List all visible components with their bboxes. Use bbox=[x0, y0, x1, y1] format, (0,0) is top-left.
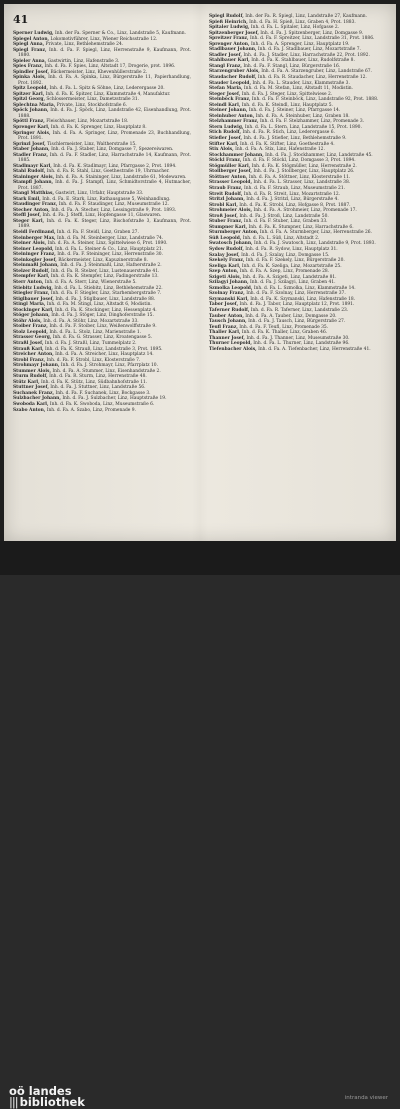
entry-text: Inh. d. Fa. J. Staber, Linz, Domgasse 7, Spezereiwaren. bbox=[51, 147, 174, 153]
entry-text: Inh. d. Fa. A. Streicher, Linz, Hauptplatz 14. bbox=[55, 352, 154, 358]
entry-text: Inh. d. Fa. J. Strohmayr, Linz, Pfarrplatz 10. bbox=[60, 363, 158, 369]
entry-text: Inh. d. Fa. J. Szilagyi, Linz, Graben 41. bbox=[250, 280, 336, 286]
entry-text: Inh. d. Fa. A. Springer, Linz, Promenade 23, Buchhandlung, Prot. 1891. bbox=[18, 130, 191, 142]
entry-name: Springer Alois, bbox=[13, 130, 51, 136]
entry-text: Inh. d. Fa. J. Szalay, Linz, Domgasse 15. bbox=[241, 252, 330, 258]
entry-name: Spieler Anna, bbox=[13, 58, 47, 64]
entry-name: Suchanek Franz, bbox=[13, 390, 55, 396]
entry-text: Inh. d. Fa. R. Stelzer, Linz, Lustenauerstraße 41. bbox=[51, 268, 160, 274]
directory-entry bbox=[13, 131, 191, 142]
entry-text: Inh. d. Fa. J. Thanner, Linz, Museumstraße 30. bbox=[246, 335, 350, 341]
entry-text: Inh. d. Fa. K. Szymanski, Linz, Hafenstraße 18. bbox=[250, 296, 356, 302]
entry-name: Steinberger Max, bbox=[13, 235, 56, 241]
entry-name: Starzengruber Alois, bbox=[209, 69, 260, 75]
entry-name: Steiner Johann, bbox=[209, 108, 248, 114]
entry-text: Inh. d. Fa. R. Stahl, Linz, Goethestraße 19, Uhrmacher. bbox=[46, 169, 170, 175]
entry-text: Inh. d. Fa. J. Stollberger, Linz, Hauptplatz 26. bbox=[253, 169, 355, 175]
entry-name: Stelzer Rudolf, bbox=[13, 268, 50, 274]
entry-name: Spiegl Anna, bbox=[13, 42, 45, 48]
entry-name: Stiebitz Ludwig, bbox=[13, 285, 53, 291]
entry-name: Staininger Alois, bbox=[13, 174, 55, 180]
entry-name: Strasser Georg, bbox=[13, 335, 52, 341]
entry-name: Streicher Anton, bbox=[13, 352, 54, 358]
entry-name: Spreitzer Franz, bbox=[209, 36, 249, 42]
entry-text: Inh. d. Fa. F. Stiegler, Linz, Starhembergstraße 7. bbox=[50, 291, 162, 297]
entry-name: Spies Franz, bbox=[13, 64, 44, 70]
entry-text: Inh. d. Fa. H. Spieß, Linz, Graben 4, Prot. 1883. bbox=[249, 19, 356, 25]
entry-name: Sprenger Anton, bbox=[209, 41, 250, 47]
entry-name: Spitzl Georg, bbox=[13, 97, 46, 103]
left-text-column bbox=[13, 31, 191, 413]
entry-name: Stahlbauer Karl, bbox=[209, 58, 250, 64]
entry-name: Stöttner Anton, bbox=[209, 174, 248, 180]
entry-text: Bäckermeister, Linz, Kapuzinerstraße 8. bbox=[58, 257, 148, 263]
logo-line-1: oö landes bbox=[9, 1084, 72, 1098]
entry-text: Inh. d. Fa. K. Stifter, Linz, Goethestraße 4. bbox=[240, 141, 335, 147]
entry-name: Strohmayr Johann, bbox=[13, 363, 60, 369]
entry-name: Stifter Karl, bbox=[209, 141, 239, 147]
entry-name: Stecher Anton, bbox=[13, 207, 50, 213]
directory-entry bbox=[13, 108, 191, 119]
entry-name: Strasser Leopold, bbox=[209, 180, 253, 186]
entry-text: Inh. d. Fa. F. Spiegl, Linz, Herrenstraße 9, Kaufmann, Prot. 1880. bbox=[18, 47, 191, 59]
entry-name: Stich Rudolf, bbox=[209, 130, 242, 136]
entry-text: Inh. d. Fa. F. Szolnay, Linz, Herrenstraße 37. bbox=[246, 291, 346, 297]
entry-text: Inh. d. Fa. K. Swoboda, Linz, Museumstraße 6. bbox=[49, 401, 155, 407]
entry-name: Thurner Leopold, bbox=[209, 341, 252, 347]
entry-name: Strobl Karl, bbox=[209, 202, 238, 208]
entry-name: Swoboda Karl, bbox=[13, 401, 49, 407]
directory-entry bbox=[13, 180, 191, 191]
entry-name: Szmolka Leopold, bbox=[209, 285, 253, 291]
scanned-page bbox=[4, 4, 396, 541]
entry-name: Stöger Johann, bbox=[13, 313, 50, 319]
entry-text: Tischlermeister, Linz, Waltherstraße 15. bbox=[47, 141, 137, 147]
entry-text: Inh. d. Fa. G. Strasser, Linz, Kroatengasse 5. bbox=[52, 335, 153, 341]
entry-name: Sterr Anton, bbox=[13, 279, 44, 285]
entry-name: Stark Emil, bbox=[13, 196, 41, 202]
entry-text: Inh. d. Fa. L. Süß, Linz, Altstadt 2. bbox=[242, 235, 320, 241]
entry-text: Inh. d. Fa. R. Sturm, Linz, Herrenstraße 48. bbox=[49, 374, 147, 380]
entry-text: Inh. d. Fa. K. Strauß, Linz, Landstraße 3, Prot. 1895. bbox=[45, 346, 163, 352]
entry-name: Straßl Josef, bbox=[13, 340, 44, 346]
entry-name: Steffl Josef, bbox=[13, 213, 42, 219]
entry-text: Inh. d. Fa. M. Steinberger, Linz, Landstraße 74. bbox=[57, 235, 164, 241]
entry-name: Sydow Rudolf, bbox=[209, 246, 244, 252]
entry-text: Inh. d. Fa. L. Stauder, Linz, Klammstraße 3. bbox=[252, 80, 350, 86]
entry-name: Strobl Franz, bbox=[13, 357, 46, 363]
entry-name: Stingl Maria, bbox=[13, 302, 46, 308]
entry-name: Stolz Leopold, bbox=[13, 329, 48, 335]
entry-text: Inh. d. Fa. F. Spreitzer, Linz, Landstraße 31, Prot. 1886. bbox=[250, 36, 375, 42]
viewer-label: intranda viewer bbox=[344, 1095, 388, 1101]
entry-name: Stauder Leopold, bbox=[209, 80, 252, 86]
entry-name: Stiegler Franz, bbox=[13, 291, 50, 297]
entry-name: Szymanski Karl, bbox=[209, 296, 249, 302]
entry-name: Stiglbauer Josef, bbox=[13, 296, 54, 302]
entry-name: Szekely Franz, bbox=[209, 258, 245, 264]
entry-text: Private, Linz, Stockhofstraße 6. bbox=[56, 102, 128, 108]
entry-text: Inh. d. Fa. J. Stroß, Linz, Landstraße 50. bbox=[239, 213, 329, 219]
entry-text: Inh. d. Fa. L. Spitz & Söhne, Linz, Lederergasse 20. bbox=[49, 86, 165, 92]
entry-name: Stangl Franz, bbox=[209, 63, 242, 69]
entry-text: Inh. d. Fa. L. Strasser, Linz, Landstraße 38. bbox=[253, 180, 351, 186]
entry-name: Szilagyi Johann, bbox=[209, 280, 249, 286]
entry-text: Bäckermeister, Linz, Khevenhüllerstraße 2. bbox=[50, 69, 148, 75]
directory-entry bbox=[13, 408, 191, 413]
entry-text: Inh. d. Fa. F. Steidl, Linz, Graben 27. bbox=[56, 230, 139, 236]
entry-name: Stumpner Karl, bbox=[209, 224, 248, 230]
entry-name: Staudinger Franz, bbox=[13, 202, 58, 208]
entry-name: Sturm Rudolf, bbox=[13, 374, 48, 380]
entry-text: Inh. d. Fa. E. Stark, Linz, Rathausgasse 5, Weinhandlung. bbox=[42, 196, 171, 202]
entry-name: Stoiber Franz, bbox=[13, 324, 48, 330]
entry-name: Stempfer Karl, bbox=[13, 274, 50, 280]
entry-text: Inh. d. Fa. A. Tauber, Linz, Domgasse 20. bbox=[245, 313, 337, 319]
entry-name: Stampfl Johann, bbox=[13, 180, 54, 186]
entry-name: Steinhuber Anton, bbox=[209, 113, 255, 119]
entry-name: Tausch Johann, bbox=[209, 319, 247, 325]
entry-text: Inh. d. Fa. K. Steindl, Linz, Hauptplatz 5. bbox=[241, 102, 333, 108]
entry-name: Sulzbacher Johann, bbox=[13, 396, 61, 402]
entry-name: Teufl Franz, bbox=[209, 324, 238, 330]
entry-name: Spitaler Ludwig, bbox=[209, 25, 250, 31]
entry-text: Inh. d. Fa. F. Steininger, Linz, Herrenstraße 30. bbox=[57, 252, 163, 258]
entry-name: Tabor Josef, bbox=[209, 302, 239, 308]
entry-text: Inh. d. Fa. F. Stadler, Linz, Harrachstraße 14, Kaufmann, Prot. 1885. bbox=[18, 152, 191, 164]
entry-text: Inh. d. Fa. A. Staininger, Linz, Landstraße 61, Modewaren. bbox=[55, 174, 187, 180]
entry-name: Spiegl Rudolf, bbox=[209, 14, 244, 19]
entry-name: Szolnay Franz, bbox=[209, 291, 245, 297]
entry-text: Inh. d. Fa. J. Steffl, Linz, Hopfengasse 11, Glaswaren. bbox=[42, 213, 162, 219]
entry-name: Strohmeier Alois, bbox=[209, 208, 253, 214]
entry-text: Inh. d. Fa. F. Straub, Linz, Museumstraße 21. bbox=[243, 185, 346, 191]
entry-text: Inh. d. Fa. L. Stern, Linz, Landstraße 15, Prot. 1890. bbox=[244, 124, 362, 130]
entry-text: Private, Linz, Bethlehemstraße 24. bbox=[45, 42, 124, 48]
entry-name: Stuber Franz, bbox=[209, 219, 243, 225]
entry-name: Taferner Rudolf, bbox=[209, 307, 250, 313]
entry-text: Inh. d. Fa. K. Spitzer, Linz, Klammstraße 4, Manufaktur. bbox=[45, 91, 171, 97]
entry-name: Steiner Alois, bbox=[13, 241, 47, 247]
entry-text: Inh. d. Fa. A. Stöttner, Linz, Klosterstraße 11. bbox=[248, 174, 351, 180]
directory-entry bbox=[13, 153, 191, 164]
entry-name: Sturmberger Anton, bbox=[209, 230, 259, 236]
entry-name: Steininger Franz, bbox=[13, 252, 56, 258]
entry-name: Steger Karl, bbox=[13, 219, 45, 225]
entry-name: Spitz Leopold, bbox=[13, 86, 49, 92]
entry-name: Spöttl Franz, bbox=[13, 119, 45, 125]
entry-text: Inh. d. Fa. K. Stockinger, Linz, Hessenplatz 4. bbox=[55, 307, 157, 313]
entry-text: Inh. d. Fa. A. Steinhuber, Linz, Graben 18. bbox=[255, 113, 350, 119]
entry-text: Inh. d. Fa. L. Stiebitz, Linz, Bethlehemstraße 22. bbox=[54, 285, 163, 291]
entry-text: Inh. d. Fa. J. Stadler, Linz, Harrachstraße 22, Prot. 1892. bbox=[243, 52, 370, 58]
directory-entry bbox=[13, 75, 191, 86]
entry-name: Stollberger Josef, bbox=[209, 169, 252, 175]
entry-text: Inh. d. Fa. F. Stangl, Linz, Bürgerstraße 16. bbox=[243, 63, 341, 69]
entry-text: Inh. d. Fa. A. Steiner, Linz, Spittelwiese 6, Prot. 1890. bbox=[47, 241, 168, 247]
entry-name: Stern Ludwig, bbox=[209, 124, 244, 130]
entry-text: Inh. d. Fa. A. Strohmeier, Linz, Promenade 17. bbox=[253, 208, 357, 214]
entry-text: Inh. d. Fa. F. Stelzhammer, Linz, Promenade 3. bbox=[259, 119, 365, 125]
entry-text: Inh. d. Fa. F. Stöckl, Linz, Domgasse 3, Prot. 1894. bbox=[242, 158, 356, 164]
entry-text: Inh. d. Fa. K. Strobl, Linz, Hofgasse 8, Prot. 1887. bbox=[239, 202, 351, 208]
entry-text: Inh. d. Fa. L. Stolz, Linz, Marienstraße 1. bbox=[49, 329, 142, 335]
logo-line-2: bibliothek bbox=[19, 1095, 85, 1109]
entry-text: Inh. d. Fa. M. Stefan, Linz, Altstadt 11, Modistin. bbox=[243, 86, 353, 92]
library-logo[interactable] bbox=[9, 1086, 85, 1108]
directory-entry bbox=[209, 347, 387, 352]
entry-name: Steinböck Franz, bbox=[209, 97, 251, 103]
entry-text: Inh. d. Fa. J. Steiner, Linz, Pfarrgasse 14. bbox=[248, 108, 341, 114]
entry-name: Steinkogler Josef, bbox=[13, 257, 57, 263]
entry-name: Spitzenberger Josef, bbox=[209, 30, 259, 36]
entry-text: Inh. d. Fa. A. Stöhr, Linz, Mozartstraße 33. bbox=[43, 318, 139, 324]
directory-entry bbox=[13, 219, 191, 230]
entry-text: Inh. d. Fa. K. Stempfer, Linz, Fadingerstraße 13. bbox=[50, 274, 159, 280]
entry-text: Inh. d. Fa. J. Stiglbauer, Linz, Landstraße 88. bbox=[55, 296, 156, 302]
logo-bars: ||| bbox=[9, 1095, 18, 1109]
entry-text: Inh. d. Fa. M. Stingl, Linz, Altstadt 6, Modistin. bbox=[46, 302, 152, 308]
entry-name: Szalay Josef, bbox=[209, 252, 240, 258]
entry-name: Stritzl Johann, bbox=[209, 197, 245, 203]
entry-text: Inh. d. Fa. F. Stoiber, Linz, Weißenwolffstraße 9. bbox=[49, 324, 157, 330]
entry-name: Thaller Karl, bbox=[209, 330, 241, 336]
entry-text: Inh. d. Fa. J. Steger, Linz, Spittelwiese 2. bbox=[241, 91, 333, 97]
entry-name: Stix Alois, bbox=[209, 147, 234, 153]
entry-text: Inh. d. Fa. J. Swatosch, Linz, Landstraße 9, Prot. 1893. bbox=[253, 241, 376, 247]
entry-text: Inh. d. Fa. J. Stritzl, Linz, Bürgerstraße 4. bbox=[246, 197, 339, 203]
entry-text: Inh. d. Fa. L. Thurner, Linz, Landstraße 96. bbox=[253, 341, 350, 347]
entry-name: Süß Leopold, bbox=[209, 235, 242, 241]
entry-name: Szigeti Alois, bbox=[209, 274, 242, 280]
entry-name: Tauber Anton, bbox=[209, 313, 244, 319]
entry-text: Inh. d. Fa. K. Stadlmayr, Linz, Pfarrgasse 2, Prot. 1894. bbox=[53, 163, 177, 169]
entry-name: Steiner Leopold, bbox=[13, 246, 54, 252]
entry-name: Spinka Alois, bbox=[13, 75, 46, 81]
entry-text: Inh. d. Fa. F. Suchanek, Linz, Bockgasse 3. bbox=[55, 390, 151, 396]
entry-text: Inh. d. Fa. K. Sprenger, Linz, Hauptplatz 8. bbox=[50, 125, 147, 131]
entry-text: Inh. d. Fa. R. Taferner, Linz, Landstraße 23. bbox=[250, 307, 349, 313]
entry-text: Inh. d. Fa. L. Spitaler, Linz, Hofgasse 2. bbox=[250, 25, 340, 31]
entry-text: Inh. d. Fa. A. Sprenger, Linz, Hauptplatz 19. bbox=[250, 41, 350, 47]
entry-text: Fleischhauer, Linz, Mozartstraße 18. bbox=[46, 119, 129, 125]
entry-name: Streit Rudolf, bbox=[209, 191, 243, 197]
entry-text: Lokomotivführer, Linz, Wiener Reichsstraße 12. bbox=[50, 36, 158, 42]
entry-name: Stangl Matthias, bbox=[13, 191, 54, 197]
entry-name: Spöck Johann, bbox=[13, 108, 49, 114]
entry-text: Inh. d. Fa. J. Straßl, Linz, Tummelplatz 2. bbox=[44, 340, 137, 346]
entry-name: Swatosch Johann, bbox=[209, 241, 253, 247]
entry-text: Inh. d. Fa. L. Szmolka, Linz, Klammstraße 14. bbox=[253, 285, 356, 291]
entry-name: Stefan Maria, bbox=[209, 86, 243, 92]
entry-name: Sprinzl Josef, bbox=[13, 141, 46, 147]
directory-entry bbox=[13, 48, 191, 59]
entry-name: Stütz Karl, bbox=[13, 379, 40, 385]
entry-name: Szabo Anton, bbox=[13, 407, 46, 413]
entry-name: Stadler Franz, bbox=[13, 152, 49, 158]
entry-text: Inh. d. Fa. A. Stummer, Linz, Eisenhandstraße 2. bbox=[52, 368, 161, 374]
entry-name: Spitzer Karl, bbox=[13, 91, 45, 97]
entry-name: Strauß Karl, bbox=[13, 346, 44, 352]
entry-name: Sperner Ludwig, bbox=[13, 31, 54, 36]
entry-text: Inh. d. Fa. K. Stütz, Linz, Südbahnhofstraße 11. bbox=[41, 379, 148, 385]
entry-text: Inh. d. Fa. A. Sturmberger, Linz, Herrenstraße 26. bbox=[259, 230, 372, 236]
entry-name: Thanner Josef, bbox=[209, 335, 245, 341]
entry-name: Steinmaßl Johann, bbox=[13, 263, 59, 269]
entry-text: Inh. d. Fa. J. Sulzbacher, Linz, Hauptstraße 19. bbox=[62, 396, 167, 402]
entry-text: Inh. d. Fa. F. Staudinger, Linz, Museumstraße 12. bbox=[58, 202, 169, 208]
entry-text: Inh. d. Fa. R. Streit, Linz, Mozartstraße 12. bbox=[243, 191, 341, 197]
entry-name: Stuttner Josef, bbox=[13, 385, 49, 391]
entry-text: Inh. d. Fa. R. Sydow, Linz, Hauptplatz 31. bbox=[245, 246, 338, 252]
entry-text: Schlossermeister, Linz, Dametzstraße 31. bbox=[46, 97, 140, 103]
entry-text: Inh. d. Fa. F. Stuber, Linz, Graben 33. bbox=[243, 219, 328, 225]
entry-text: Inh. d. Fa. F. Spies, Linz, Altstadt 17, Drogerie, prot. 1896. bbox=[44, 64, 176, 70]
entry-name: Stockhammer Johann, bbox=[209, 152, 264, 158]
entry-name: Sprenger Karl, bbox=[13, 125, 50, 131]
entry-name: Steidl Ferdinand, bbox=[13, 230, 56, 236]
entry-text: Inh. d. Fa. J. Spöck, Linz, Landstraße 42, Eisenhandlung, Prot. 1888. bbox=[18, 108, 191, 119]
entry-text: Inh. d. Fa. F. Strobl, Linz, Klosterstraße 7. bbox=[46, 357, 141, 363]
entry-name: Szeliga Karl, bbox=[209, 263, 241, 269]
entry-name: Stahl Rudolf, bbox=[13, 169, 46, 175]
entry-text: Inh. d. Fa. J. Stadlbauer, Linz, Mozartstraße 7. bbox=[257, 47, 361, 53]
entry-name: Staudacher Rudolf, bbox=[209, 75, 257, 81]
entry-name: Steger Josef, bbox=[209, 91, 241, 97]
entry-name: Straub Franz, bbox=[209, 185, 243, 191]
page-number: 41 bbox=[13, 13, 29, 26]
entry-name: Splechtna Maria, bbox=[13, 102, 56, 108]
entry-name: Spiegel Anton, bbox=[13, 36, 50, 42]
entry-name: Stockinger Karl, bbox=[13, 307, 54, 313]
entry-text: Inh. d. Fa. A. Tiefenbacher, Linz, Herrenstraße 41. bbox=[258, 346, 371, 352]
entry-text: Inh. d. Fa. L. Steiner & Co., Linz, Hauptplatz 21. bbox=[54, 246, 164, 252]
entry-name: Spieß Heinrich, bbox=[209, 19, 248, 25]
entry-text: Inh. d. Fa. A. Szabo, Linz, Promenade 9. bbox=[46, 407, 136, 413]
right-text-column bbox=[209, 14, 387, 352]
entry-name: Spiegl Franz, bbox=[13, 47, 47, 53]
entry-name: Steindl Karl, bbox=[209, 102, 241, 108]
entry-text: Inh. d. Fa. K. Thaller, Linz, Graben 46. bbox=[241, 330, 328, 336]
entry-name: Stöckl Franz, bbox=[209, 158, 242, 164]
viewer-footer bbox=[0, 541, 400, 1109]
entry-text: Inh. d. Fa. R. Stich, Linz, Lederergasse 6. bbox=[242, 130, 335, 136]
entry-name: Spindler Josef, bbox=[13, 69, 50, 75]
entry-name: Stöhr Alois, bbox=[13, 318, 42, 324]
entry-name: Stummer Alois, bbox=[13, 368, 51, 374]
entry-name: Stroß Josef, bbox=[209, 213, 238, 219]
entry-name: Staber Johann, bbox=[13, 147, 50, 153]
entry-text: Inh. d. Fa. A. Spinka, Linz, Bürgerstraße 11, Papierhandlung, Prot. 1892. bbox=[18, 75, 191, 86]
entry-text: Inh. der Fa. Sperner & Co., Linz, Landstraße 5, Kaufmann. bbox=[54, 31, 186, 36]
entry-name: Stadler Josef, bbox=[209, 52, 243, 58]
entry-text: Inh. d. Fa. A. Szep, Linz, Promenade 28. bbox=[239, 269, 330, 275]
entry-text: Inh. d. Fa. J. Tabor, Linz, Hauptplatz 12, Prot. 1891. bbox=[239, 302, 355, 308]
entry-text: Inh. d. Fa. J. Stiefler, Linz, Bethlehemstraße 9. bbox=[243, 136, 347, 142]
entry-text: Inh. d. Fa. R. Staudacher, Linz, Herrenstraße 12. bbox=[257, 75, 367, 81]
entry-text: Inh. d. Fa. J. Stockhammer, Linz, Landstraße 45. bbox=[265, 152, 373, 158]
entry-name: Stiefler Josef, bbox=[209, 136, 243, 142]
entry-text: Inh. d. Fa. F. Steinböck, Linz, Landstraße 92, Prot. 1888. bbox=[251, 97, 379, 103]
entry-text: Inh. d. Fa. J. Stampfl, Linz, Schmidtorstraße 4, Hutmacher, Prot. 1887. bbox=[18, 180, 191, 191]
entry-text: Inh. d. Fa. J. Steinmaßl, Linz, Hafnerstraße 2. bbox=[60, 263, 162, 269]
entry-text: Inh. d. Fa. J. Stöger, Linz, Dinghoferstraße 15. bbox=[51, 313, 154, 319]
entry-text: Inh. d. Fa. K. Stumpner, Linz, Harrachstraße 6. bbox=[248, 224, 354, 230]
entry-text: Inh. d. Fa. K. Stahlbauer, Linz, Rudolfstraße 8. bbox=[251, 58, 355, 64]
entry-name: Tiefenbacher Alois, bbox=[209, 346, 257, 352]
entry-text: Gastwirt, Linz, Urfahr, Hauptstraße 33. bbox=[55, 191, 144, 197]
entry-text: Inh. d. Fa. A. Szigeti, Linz, Landstraße 81. bbox=[242, 274, 337, 280]
entry-name: Stadlbauer Johann, bbox=[209, 47, 257, 53]
entry-text: Inh. d. Fa. F. Teufl, Linz, Promenade 35. bbox=[239, 324, 329, 330]
entry-text: Inh. d. Fa. A. Stix, Linz, Hafenstraße 12. bbox=[235, 147, 325, 153]
entry-text: Inh. d. Fa. A. Sterr, Linz, Wienerstraße 5. bbox=[44, 279, 137, 285]
entry-name: Stelzhammer Franz, bbox=[209, 119, 259, 125]
entry-name: Szep Anton, bbox=[209, 269, 239, 275]
entry-text: Inh. d. Fa. J. Tausch, Linz, Bürgerstraße 27. bbox=[248, 319, 346, 325]
entry-text: Inh. d. Fa. K. Szeliga, Linz, Mozartstraße 25. bbox=[241, 263, 342, 269]
entry-text: Gastwirtin, Linz, Hafenstraße 3. bbox=[47, 58, 120, 64]
entry-text: Inh. d. Fa. A. Starzengruber, Linz, Landstraße 67. bbox=[261, 69, 372, 75]
entry-text: Inh. d. Fa. K. Stögmüller, Linz, Herrenstraße 2. bbox=[251, 163, 357, 169]
entry-name: Stögmüller Karl, bbox=[209, 163, 251, 169]
entry-text: Inh. der Fa. R. Spiegl, Linz, Landstraße 27, Kaufmann. bbox=[245, 14, 368, 19]
entry-text: Inh. d. Fa. K. Steger, Linz, Bischofstraße 3, Kaufmann, Prot. 1889. bbox=[18, 219, 191, 230]
entry-text: Inh. d. Fa. J. Spitzenberger, Linz, Domgasse 9. bbox=[260, 30, 364, 36]
entry-text: Inh. d. Fa. A. Stecher, Linz, Lessingstraße 9, Prot. 1893. bbox=[51, 207, 177, 213]
entry-text: Inh. d. Fa. J. Stuttner, Linz, Landstraße 56. bbox=[50, 385, 146, 391]
entry-name: Stadlmayr Karl, bbox=[13, 163, 52, 169]
entry-text: Inh. d. Fa. F. Szekely, Linz, Bürgerstraße 20. bbox=[245, 258, 345, 264]
